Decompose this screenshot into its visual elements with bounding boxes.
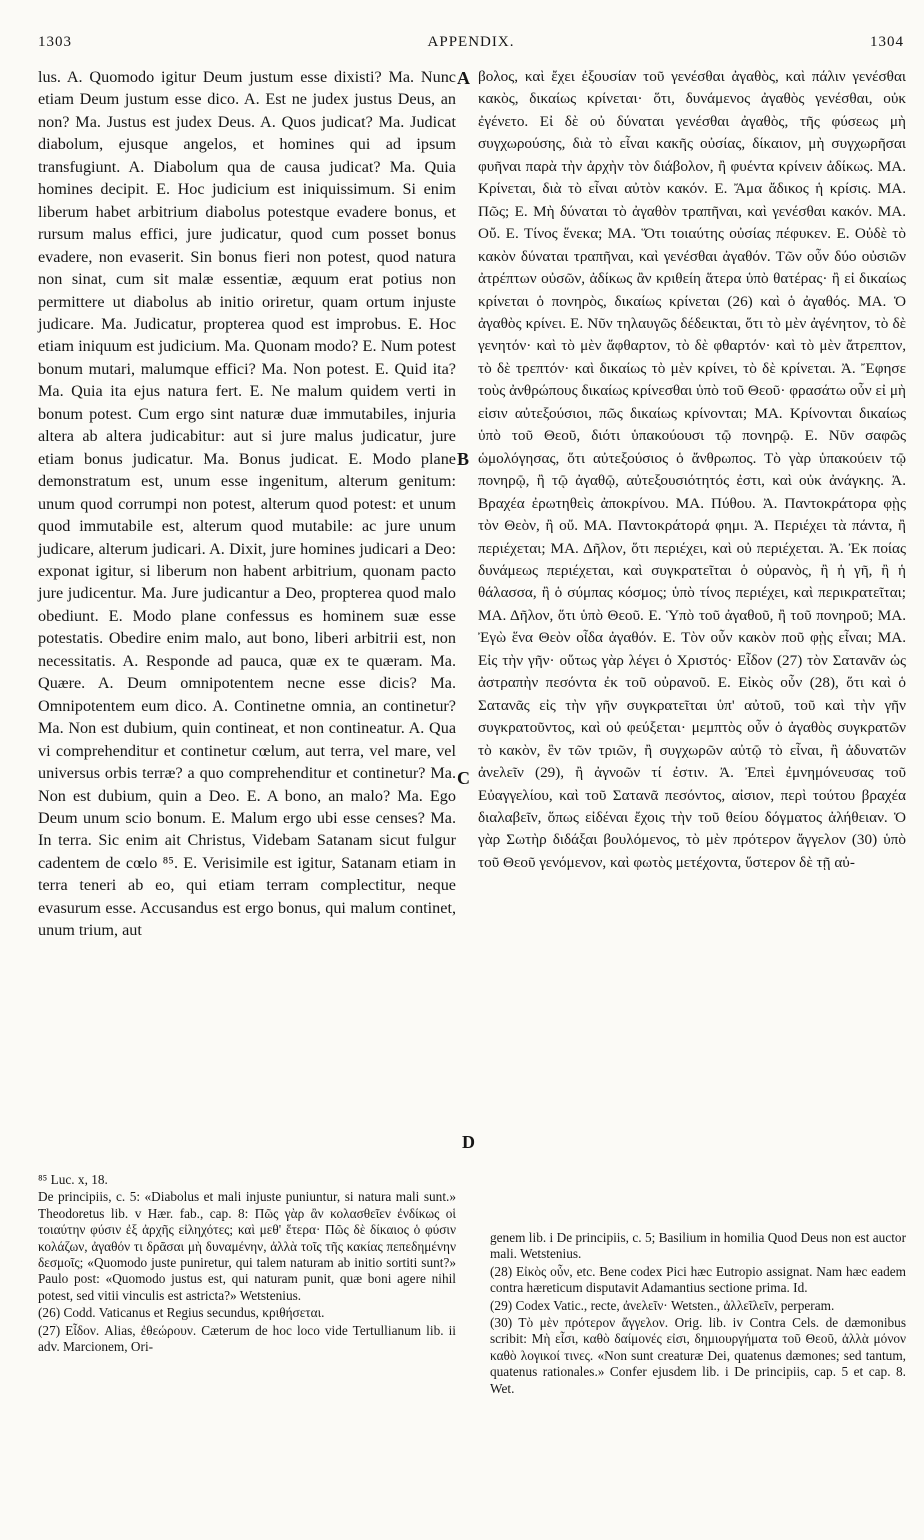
footnote: (26) Codd. Vaticanus et Regius secundus, κριθήσεται.: [38, 1305, 325, 1321]
running-title: APPENDIX.: [427, 34, 515, 50]
page-number-left: 1303: [38, 34, 72, 50]
latin-text: lus. A. Quomodo igitur Deum justum esse dixisti? Ma. Nunc etiam Deum justum esse dico. A. Est ne judex justus Deus, an non? Ma. Justus est judex Deus. A. Quos judicat? Ma. Judicat diabolum, ejusque angelos, et homines qui ad ipsum transfugiunt. A. Diabolum qua de causa judicat? Ma. Quia homines decipit. E. Hoc judicium est iniquissimum. Si enim liberum habet arbitrium diabolus potestque evadere bonus, et rursum malus effici, jure judicatur, quod cum posset bonus evadere, non evaserit. Sin bonus fieri non potest, quod natura non sinat, cum sit malæ essentiæ, æquum erat potius non permittere ut diabolus ab initio oriretur, quam ortum injuste judicare. Ma. Judicatur, propterea quod est improbus. E. Hoc etiam iniquum est judicium. Ma. Quonam modo? E. Num potest bonum mutari, malumque effici? Ma. Non potest. E. Quid ita? Ma. Quia ita ejus natura fert. E. Ne malum quidem verti in bonum potest. Cum ergo sint naturæ duæ immutabiles, injuria altera ab altera judicabitur: aut si jure malus judicatur, jure etiam bonus judicatur. Ma. Bonus judicat. E. Modo plane demonstratum est, unum esse ingenitum, alterum genitum: unum quod corrumpi non potest, alterum quod potest: et unum quod immutabile est, alterum quod mutabile: ac jure unum judicare, alterum judicari. A. Dixit, jure homines judicari a Deo: exponat igitur, si liberum non habent arbitrium, quonam pacto jure judicentur. Ma. Jure judicantur a Deo, propterea quod malo obediunt. E. Modo plane confessus es hominem suæ esse potestatis. Obedire enim malo, aut bono, liberi arbitrii est, non necessitatis. A. Responde ad pauca, quæ ex te quæram. Ma. Quære. A. Deum omnipotentem necne esse dicis? Ma. Omnipotentem eum dico. A. Continetne omnia, an continetur? Ma. Non est dubium, quin contineat, et non contineatur. A. Qua vi comprehenditur et continetur cœlum, aut terra, vel mare, vel universus orbis terræ? a quo comprehenditur et continetur? Ma. Non est dubium, quin a Deo. E. A bono, an malo? Ma. Ego Deum unum scio bonum. E. Malum ergo ubi esse censes? Ma. In terra. Sic enim ait Christus, Videbam Satanam sicut fulgur cadentem de cœlo ⁸⁵. E. Verisimile est igitur, Satanam etiam in terra teneri ab eo, qui etiam terram complectitur, neque evasurum esse. Accusandus est ergo bonus, qui malum continet, unum trium, aut: [38, 68, 456, 940]
footnote: (30) Τὸ μὲν πρότερον ἄγγελον. Orig. lib. iv Contra Cels. de dæmonibus scribit: Μὴ εἶσι, καθὸ δαίμονές εἰσι, δημιουργήματα τοῦ Θεοῦ, ἀλλὰ μόνον καθὸ λογικοί τινες. «Non sunt creaturæ Dei, quatenus dæmones; sed tantum, quatenus rationales.» Confer ejusdem lib. i De principiis, cap. 5 et cap. 8. Wet.: [490, 1315, 906, 1396]
margin-marker-c: C: [457, 768, 470, 788]
footnote: genem lib. i De principiis, c. 5; Basilium in homilia Quod Deus non est auctor mali. Wetstenius.: [490, 1230, 906, 1262]
footnote: (29) Codex Vatic., recte, ἀνελεῖν· Wetsten., ἀλλεῖλεῖν, perperam.: [490, 1297, 835, 1313]
margin-marker-b: B: [457, 449, 470, 469]
page-header: [38, 34, 904, 56]
greek-column: [478, 66, 906, 874]
footnote: (27) Εἶδον. Alias, ἐθεώρουν. Cæterum de hoc loco vide Tertullianum lib. ii adv. Marcionem, Ori-: [38, 1322, 456, 1355]
footnotes-left: [38, 1172, 456, 1356]
page-number-right: 1304: [870, 34, 904, 50]
latin-column: [38, 66, 456, 942]
footnote: De principiis, c. 5: «Diabolus et mali injuste puniuntur, si natura mali sunt.» Theodoretus lib. v Hær. fab., cap. 8: Πῶς γὰρ ἂν κολασθεῖεν ἐνδίκως οἱ τοιαύτην φύσιν ἐξ ἀρχῆς εἰληχότες; καὶ μεθ' ἕτερα· Πῶς δὲ δίκαιος ὁ φύσιν κολάζων, ἀγαθόν τι δρᾶσαι μὴ δυναμένην, ἀλλὰ τοῖς τῆς κακίας πεπεδημένην δεσμοῖς; «Quomodo juste puniretur, qui talem naturam ab initio sortiti sunt?» Paulo post: «Quomodo justus est, qui naturam punit, quæ boni agere nihil potest, sed vitii vinculis est astricta?» Wetstenius.: [38, 1189, 456, 1303]
margin-marker-d: D: [462, 1132, 475, 1152]
margin-marker-a: A: [457, 68, 470, 88]
footnote: ⁸⁵ Luc. x, 18.: [38, 1172, 108, 1187]
footnotes-right: [490, 1230, 906, 1398]
greek-text: βολος, καὶ ἔχει ἐξουσίαν τοῦ γενέσθαι ἀγαθὸς, καὶ πάλιν γενέσθαι κακὸς, δικαίως κρίνεται· ὅτι, δυνάμενος ἀγαθὸς γενέσθαι, οὐκ ἐγένετο. Εἰ δὲ οὐ δύναται γενέσθαι ἀγαθὸς, τῆς φύσεως μὴ συγχωρούσης, διὰ τὸ εἶναι κακῆς οὐσίας, δίκαιον, μὴ συγχωρῆσαι φυῆναι παρὰ τὴν ἀρχὴν τὸν διάβολον, ἢ φυέντα κρίνειν ἀδίκως. ΜΑ. Κρίνεται, διὰ τὸ εἶναι αὐτὸν κακόν. Ε. Ἄμα ἄδικος ἡ κρίσις. ΜΑ. Πῶς; Ε. Μὴ δύναται τὸ ἀγαθὸν τραπῆναι, καὶ γενέσθαι κακόν. ΜΑ. Οὔ. Ε. Τίνος ἕνεκα; ΜΑ. Ὅτι τοιαύτης οὐσίας πέφυκεν. Ε. Οὐδὲ τὸ κακὸν δύναται τραπῆναι, καὶ γενέσθαι ἀγαθόν. Τῶν οὖν δύο οὐσιῶν ἀτρέπτων οὐσῶν, ἀδίκως ἂν κριθείη ἅτερα ὑπὸ θατέρας· ἢ εἰ δικαίως κρίνεται ὁ πονηρὸς, δικαίως κρίνεται (26) καὶ ὁ ἀγαθός. ΜΑ. Ὁ ἀγαθὸς κρίνει. Ε. Νῦν τηλαυγῶς δέδεικται, ὅτι τὸ μὲν ἀγένητον, τὸ δὲ γενητόν· καὶ τὸ μὲν ἄφθαρτον, τὸ δὲ φθαρτόν· καὶ τὸ μὲν ἄτρεπτον, τὸ δὲ τρεπτόν· καὶ δικαίως τὸ μὲν κρίνει, τὸ δὲ κρίνεται. Ἀ. Ἔφησε τοὺς ἀνθρώπους δικαίως κρίνεσθαι ὑπὸ τοῦ Θεοῦ· φρασάτω οὖν εἰ μὴ εἰσιν αὐτεξούσιοι, πῶς δικαίως κρίνονται; ΜΑ. Κρίνονται δικαίως ὑπὸ τοῦ Θεοῦ, διότι ὑπακούουσι τῷ πονηρῷ. Ε. Νῦν σαφῶς ὡμολόγησας, ὅτι αὐτεξούσιος ὁ ἄνθρωπος. Τὸ γὰρ ὑπακούειν τῷ πονηρῷ, ἢ τῷ ἀγαθῷ, αὐτεξουσιότητός ἐστι, καὶ οὐκ ἀνάγκης. Ἀ. Βραχέα ἐρωτηθεὶς ἀποκρίνου. ΜΑ. Πύθου. Ἀ. Παντοκράτορα φῂς τὸν Θεὸν, ἢ οὔ. ΜΑ. Παντοκράτορά φημι. Ἀ. Περιέχει τὰ πάντα, ἢ περιέχεται; ΜΑ. Δῆλον, ὅτι περιέχει, καὶ οὐ περιέχεται. Ἀ. Ἐκ ποίας δυνάμεως περιέχεται, καὶ συγκρατεῖται ὁ οὐρανὸς, ἢ ἡ γῆ, ἢ ἡ θάλασσα, ἢ ὁ σύμπας κόσμος; ὑπὸ τίνος περιέχει, καὶ περικρατεῖται; ΜΑ. Δῆλον, ὅτι ὑπὸ Θεοῦ. Ε. Ὑπὸ τοῦ ἀγαθοῦ, ἢ τοῦ πονηροῦ; ΜΑ. Ἐγὼ ἕνα Θεὸν οἶδα ἀγαθόν. Ε. Τὸν οὖν κακὸν ποῦ φῂς εἶναι; ΜΑ. Εἰς τὴν γῆν· οὕτως γὰρ λέγει ὁ Χριστός· Εἶδον (27) τὸν Σατανᾶν ὡς ἀστραπὴν πεσόντα ἐκ τοῦ οὐρανοῦ. Ε. Εἰκὸς οὖν (28), ὅτι καὶ ὁ Σατανᾶς εἰς τὴν γῆν συγκρατεῖται ὑπ' αὐτοῦ, τοῦ καὶ τὴν γῆν συγκρατοῦντος, καὶ οὐ φεύξεται· μεμπτὸς οὖν ὁ ἀγαθὸς συγκρατῶν τὸ κακὸν, ἓν τῶν τριῶν, ἢ συγχωρῶν αὐτῷ τὸ εἶναι, ἢ ἀδυνατῶν ἀνελεῖν (29), ἢ ἀγνοῶν τί ἐστιν. Ἀ. Ἐπεὶ ἐμνημόνευσας τοῦ Εὐαγγελίου, καὶ τοῦ Σατανᾶ πεσόντος, αἰσιον, περὶ τούτου βραχέα διαλαβεῖν, ὅπως εἰδέναι ἔχοις τὴν τοῦ θείου δόγματος ἀλήθειαν. Ὁ γὰρ Σωτὴρ διδάξαι βουλόμενος, τὸ μὲν πρότερον ἄγγελον (30) ὑπὸ τοῦ Θεοῦ γενόμενον, καὶ φωτὸς μετέχοντα, ὕστερον δὲ τῇ αὐ-: [478, 68, 906, 871]
footnote: (28) Εἰκὸς οὖν, etc. Bene codex Pici hæc Eutropio assignat. Nam hæc eadem contra hæreticum disputavit Adamantius sectione prima. Id.: [490, 1263, 906, 1296]
